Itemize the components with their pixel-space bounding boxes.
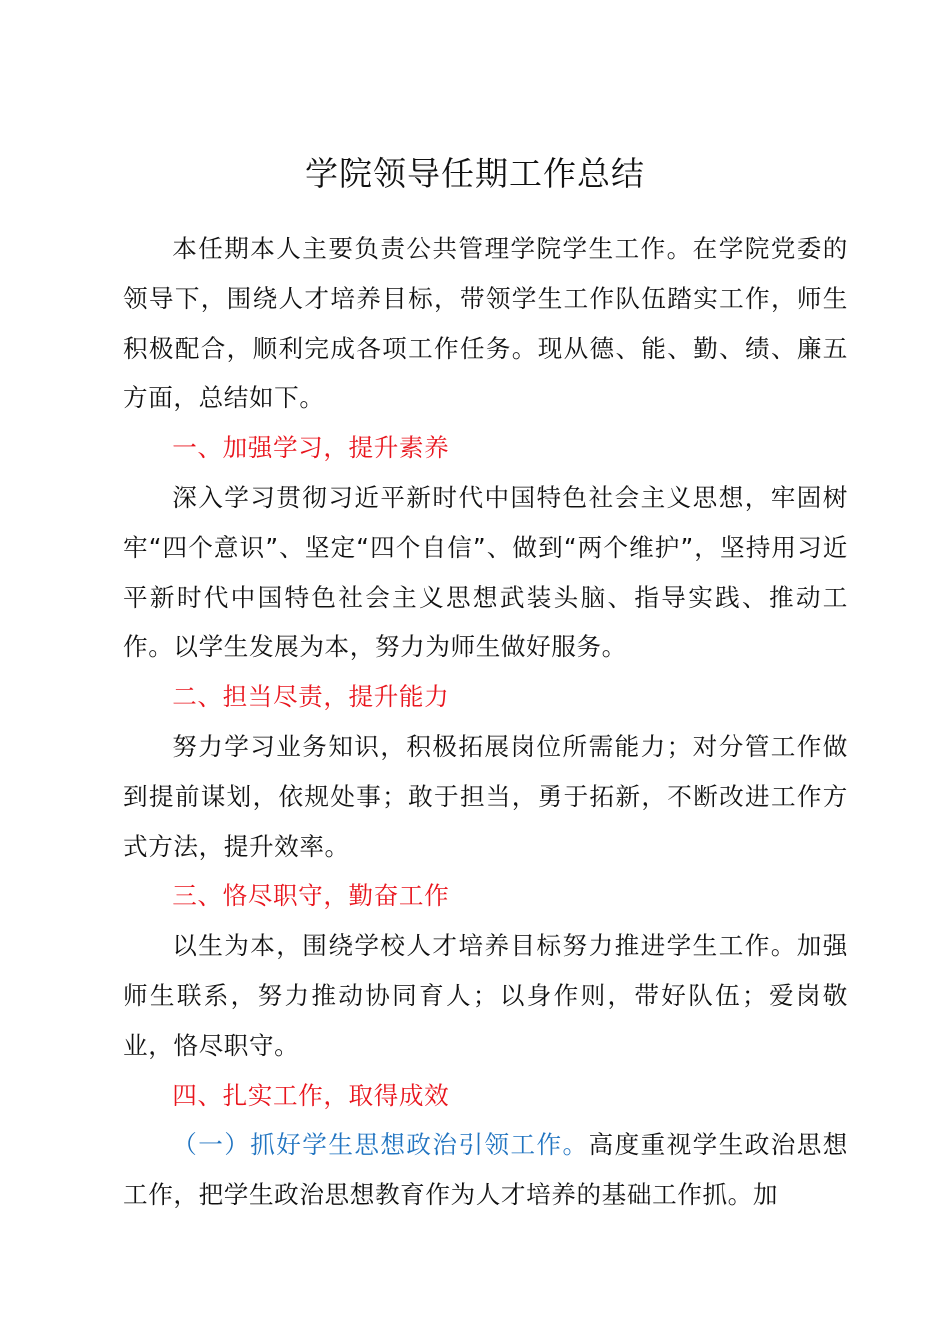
document-title: 学院领导任期工作总结 bbox=[305, 154, 645, 193]
subsection-1-text: 高度重视学生政治思想工作，把学生政治思想教育作为人才培养的基础工作抓。加 bbox=[123, 1130, 848, 1210]
section-1-paragraph: 深入学习贯彻习近平新时代中国特色社会主义思想，牢固树牢“四个意识”、坚定“四个自信”、做到“两个维护”，坚持用习近平新时代中国特色社会主义思想武装头脑、指导实践、推动工作。以学生发展为本，努力为师生做好服务。 bbox=[123, 482, 848, 662]
section-3-paragraph: 以生为本，围绕学校人才培养目标努力推进学生工作。加强师生联系，努力推动协同育人；以身作则，带好队伍；爱岗敬业，恪尽职守。 bbox=[123, 931, 848, 1060]
section-4-heading: 四、扎实工作，取得成效 bbox=[172, 1080, 450, 1110]
subsection-1-heading: （一）抓好学生思想政治引领工作。 bbox=[172, 1130, 589, 1160]
section-2-paragraph: 努力学习业务知识，积极拓展岗位所需能力；对分管工作做到提前谋划，依规处事；敢于担当，勇于拓新，不断改进工作方式方法，提升效率。 bbox=[123, 731, 848, 861]
document-body bbox=[123, 224, 848, 1220]
section-4-paragraph bbox=[123, 1120, 848, 1220]
section-2-heading: 二、担当尽责，提升能力 bbox=[172, 682, 450, 712]
section-3-heading: 三、恪尽职守，勤奋工作 bbox=[172, 881, 450, 911]
intro-paragraph: 本任期本人主要负责公共管理学院学生工作。在学院党委的领导下，围绕人才培养目标，带领学生工作队伍踏实工作，师生积极配合，顺利完成各项工作任务。现从德、能、勤、绩、廉五方面，总结如下。 bbox=[123, 234, 848, 413]
section-1-heading: 一、加强学习，提升素养 bbox=[172, 433, 450, 463]
